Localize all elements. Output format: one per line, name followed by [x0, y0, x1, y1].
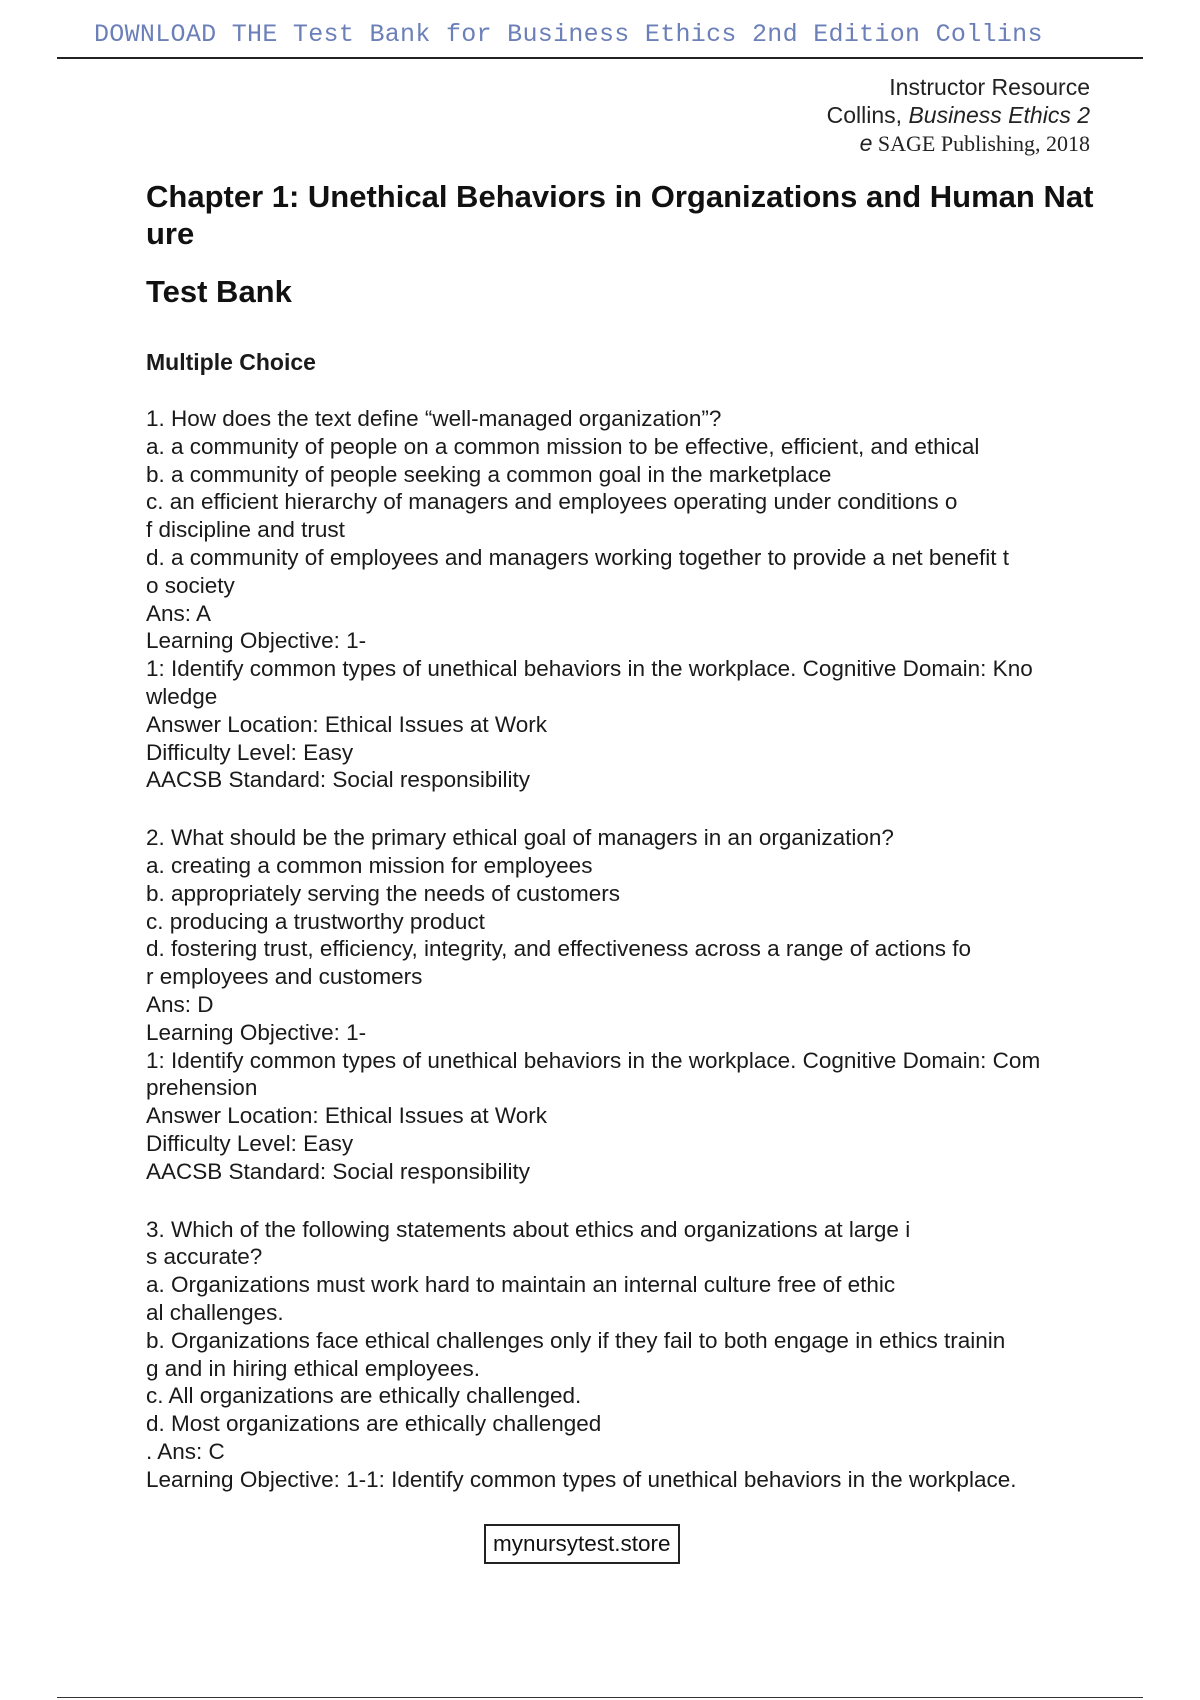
question-text-line: wledge [146, 683, 218, 709]
resource-publisher: SAGE Publishing, 2018 [872, 131, 1090, 156]
resource-book-title: Business Ethics 2 [908, 102, 1090, 128]
question-text-line: b. a community of people seeking a common goal in the marketplace [146, 461, 832, 487]
document-body [146, 178, 1136, 1493]
question-text-line: b. appropriately serving the needs of customers [146, 880, 621, 906]
question-text-line: s accurate? [146, 1244, 263, 1270]
question-text-line: b. Organizations face ethical challenges only if they fail to both engage in ethics trainin [146, 1327, 1006, 1353]
question-text-line: o society [146, 572, 235, 598]
question-text-line: r employees and customers [146, 964, 423, 990]
question-text-line: AACSB Standard: Social responsibility [146, 1158, 530, 1184]
resource-line-3 [827, 129, 1090, 158]
question-list [146, 405, 1136, 1493]
question-text-line: a. Organizations must work hard to maintain an internal culture free of ethic [146, 1272, 896, 1298]
question-block [146, 1216, 1136, 1494]
question-text-line: . Ans: C [146, 1438, 225, 1464]
question-text-line: Difficulty Level: Easy [146, 739, 354, 765]
question-text-line: Learning Objective: 1- [146, 628, 367, 654]
question-text-line: d. Most organizations are ethically challenged [146, 1411, 602, 1437]
question-text-line: prehension [146, 1075, 258, 1101]
section-heading: Multiple Choice [146, 349, 316, 375]
chapter-title-line-1: Chapter 1: Unethical Behaviors in Organizations and Human Nat [146, 179, 1094, 214]
question-text-line: Learning Objective: 1- [146, 1019, 367, 1045]
question-text-line: a. creating a common mission for employees [146, 852, 593, 878]
chapter-title [146, 178, 1136, 252]
question-text-line: al challenges. [146, 1299, 284, 1325]
question-text-line: 1: Identify common types of unethical behaviors in the workplace. Cognitive Domain: Kno [146, 656, 1033, 682]
question-text-line: c. producing a trustworthy product [146, 908, 485, 934]
question-text-line: c. All organizations are ethically challenged. [146, 1383, 582, 1409]
question-text-line: AACSB Standard: Social responsibility [146, 767, 530, 793]
question-text-line: Answer Location: Ethical Issues at Work [146, 1103, 548, 1129]
question-block [146, 824, 1136, 1185]
question-text-line: a. a community of people on a common mission to be effective, efficient, and ethical [146, 433, 980, 459]
header-divider [57, 57, 1143, 59]
resource-line-2 [827, 101, 1090, 129]
question-text-line: f discipline and trust [146, 517, 345, 543]
question-text-line: c. an efficient hierarchy of managers and employees operating under conditions o [146, 489, 958, 515]
question-text-line: d. fostering trust, efficiency, integrity, and effectiveness across a range of actions fo [146, 936, 972, 962]
resource-author: Collins, [826, 102, 909, 128]
question-text-line: d. a community of employees and managers working together to provide a net benefit t [146, 544, 1009, 570]
download-banner: DOWNLOAD THE Test Bank for Business Ethics 2nd Edition Collins [94, 20, 1043, 49]
test-bank-heading: Test Bank [146, 274, 292, 309]
question-text-line: Ans: A [146, 600, 212, 626]
watermark-stamp: mynursytest.store [484, 1524, 680, 1564]
instructor-resource-block [827, 73, 1090, 158]
question-text-line: Learning Objective: 1-1: Identify common types of unethical behaviors in the workplace. [146, 1466, 1017, 1492]
question-text-line: Difficulty Level: Easy [146, 1130, 354, 1156]
question-text-line: 1: Identify common types of unethical behaviors in the workplace. Cognitive Domain: Com [146, 1047, 1041, 1073]
resource-line-1: Instructor Resource [889, 74, 1090, 100]
question-text-line: Ans: D [146, 991, 214, 1017]
question-text-line: 3. Which of the following statements about ethics and organizations at large i [146, 1216, 911, 1242]
question-text-line: g and in hiring ethical employees. [146, 1355, 480, 1381]
question-text-line: Answer Location: Ethical Issues at Work [146, 711, 548, 737]
question-block [146, 405, 1136, 794]
footer-divider [57, 1697, 1143, 1698]
chapter-title-line-2: ure [146, 216, 195, 251]
question-text-line: 1. How does the text define “well-managed organization”? [146, 406, 722, 431]
resource-edition-e: e [859, 130, 873, 156]
question-text-line: 2. What should be the primary ethical goal of managers in an organization? [146, 825, 894, 851]
